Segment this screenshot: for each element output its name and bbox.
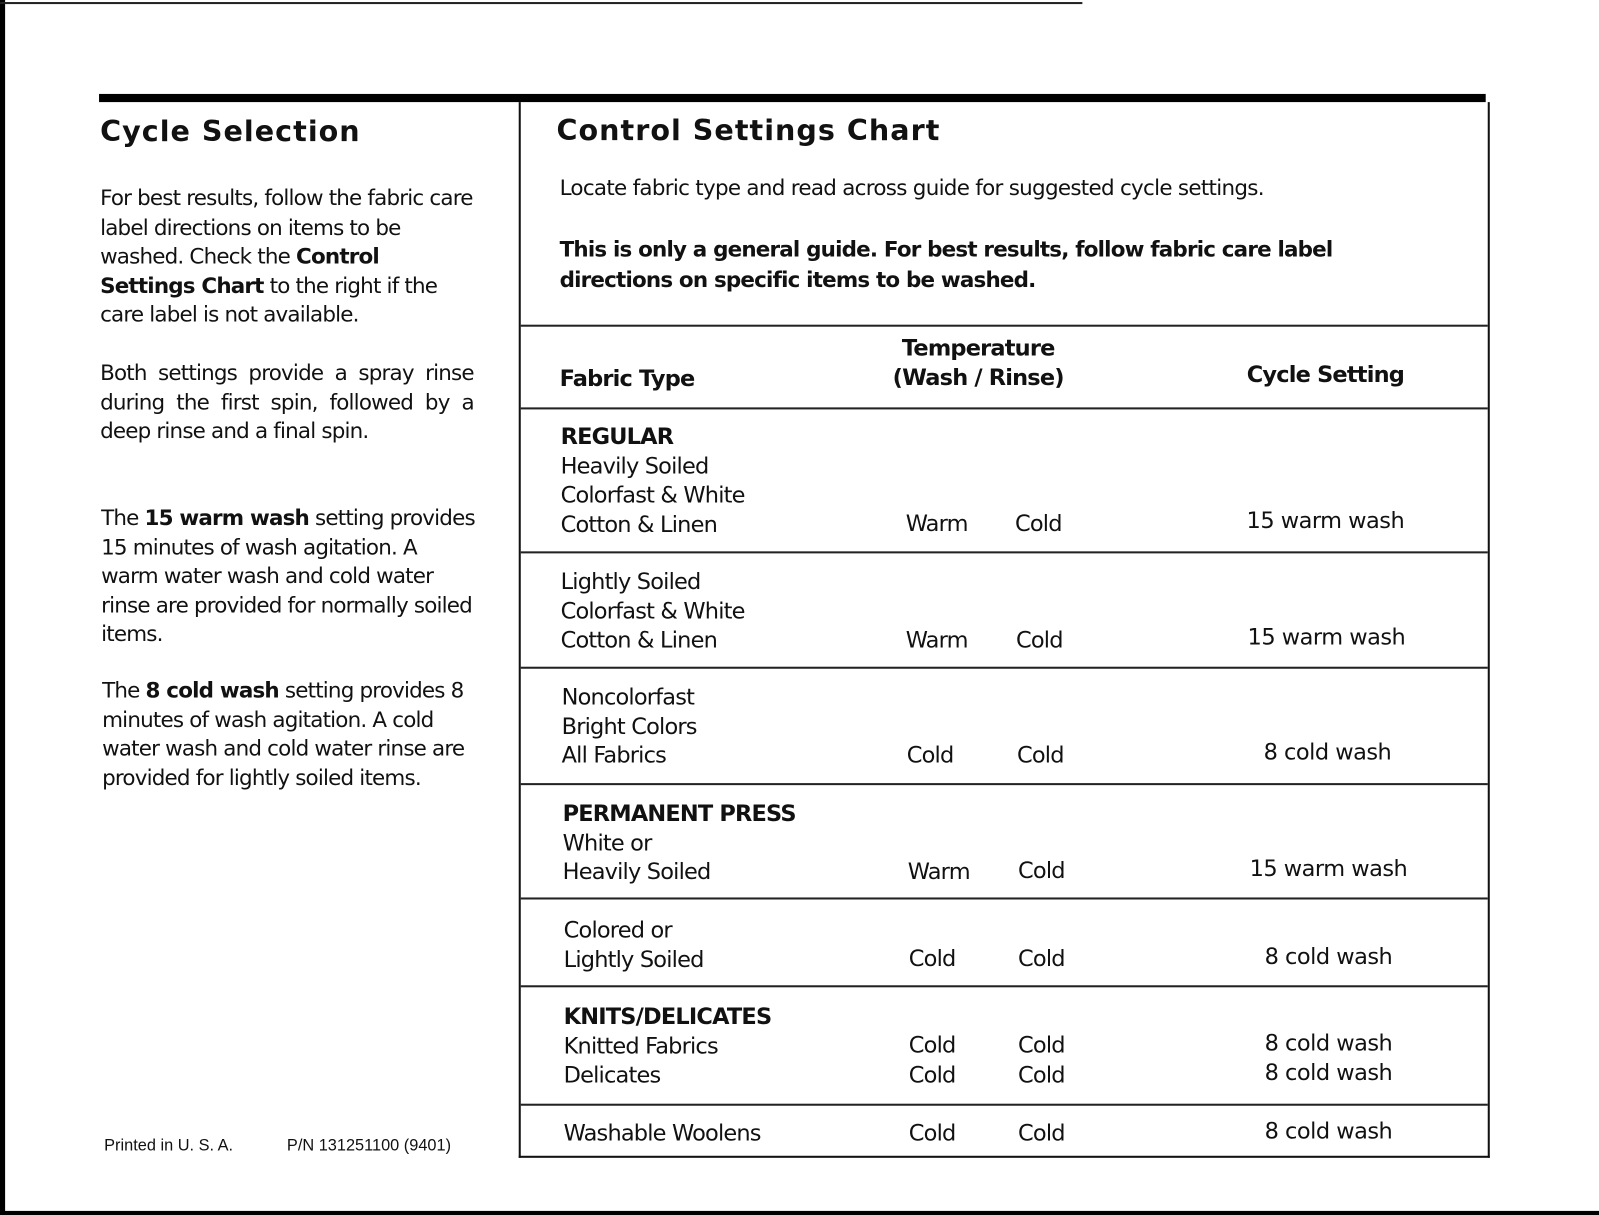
- text-bold: 8 cold wash: [145, 677, 279, 703]
- rinse-temp: Cold: [1018, 1062, 1065, 1089]
- divider: [521, 1104, 1488, 1106]
- cycle-setting: 8 cold wash: [1264, 1031, 1393, 1057]
- wash-temp: Cold: [908, 1062, 956, 1089]
- footer-part-number: P/N 131251100 (9401): [286, 1137, 452, 1155]
- fabric-line: Delicates: [563, 1062, 661, 1089]
- fabric-line: All Fabrics: [561, 743, 667, 769]
- wash-temp: Warm: [905, 627, 968, 654]
- footer-printed: Printed in U. S. A.: [104, 1137, 234, 1155]
- fabric-line: Washable Woolens: [563, 1121, 761, 1147]
- cycle-setting: 8 cold wash: [1263, 740, 1392, 766]
- cycle-setting: 15 warm wash: [1249, 856, 1408, 883]
- chart-title: Control Settings Chart: [556, 113, 941, 148]
- fabric-line: Cotton & Linen: [560, 627, 718, 654]
- rinse-temp: Cold: [1015, 627, 1063, 654]
- text: to the right if the care label is not available.: [100, 273, 438, 327]
- fabric-row: [562, 684, 697, 771]
- fabric-line: Colored or: [563, 917, 672, 944]
- text: The: [101, 505, 145, 530]
- text: For best results, follow the fabric care label directions on items to be washed. Check the: [100, 185, 473, 269]
- fabric-row: [564, 1004, 772, 1091]
- fabric-row: [561, 424, 745, 540]
- text-bold: 15 warm wash: [144, 505, 310, 530]
- rinse-temp: Cold: [1017, 743, 1064, 769]
- fabric-line: Colorfast & White: [560, 482, 745, 509]
- divider: [521, 325, 1488, 327]
- header-temperature: Temperature: [901, 335, 1055, 362]
- fabric-row: [564, 1120, 761, 1149]
- fabric-line: Heavily Soiled: [562, 859, 711, 886]
- category-label: KNITS/DELICATES: [563, 1004, 772, 1031]
- rinse-temp: Cold: [1018, 1121, 1065, 1147]
- header-rule: [99, 94, 1486, 102]
- text: setting provides 8 minutes of wash agitation. A cold water wash and cold water rinse are provided for lightly soiled items.: [102, 677, 465, 790]
- divider: [521, 407, 1488, 409]
- header-cycle-setting: Cycle Setting: [1246, 362, 1405, 388]
- scan-edge-left: [0, 0, 5, 1215]
- divider: [521, 985, 1488, 987]
- fabric-line: Colorfast & White: [560, 598, 745, 625]
- paragraph-15-warm: [101, 503, 475, 648]
- scan-edge-bottom: [0, 1211, 1599, 1215]
- cycle-setting: 8 cold wash: [1264, 944, 1393, 970]
- rinse-temp: Cold: [1018, 1033, 1065, 1059]
- header-fabric-type: Fabric Type: [559, 366, 695, 393]
- fabric-row: [564, 917, 704, 975]
- paragraph-care-label: [100, 184, 474, 329]
- fabric-line: Noncolorfast: [561, 685, 695, 711]
- chart-note: This is only a general guide. For best results, follow fabric care label directions on specific items to be washed.: [559, 236, 1333, 293]
- divider: [521, 783, 1488, 785]
- fabric-row: [563, 800, 796, 887]
- divider: [521, 897, 1488, 899]
- category-label: PERMANENT PRESS: [562, 801, 796, 828]
- cycle-setting: 15 warm wash: [1247, 624, 1406, 651]
- fabric-line: Knitted Fabrics: [563, 1033, 718, 1060]
- category-label: REGULAR: [560, 424, 674, 451]
- wash-temp: Cold: [908, 1033, 956, 1059]
- text: setting provides 15 minutes of wash agitation. A warm water wash and cold water rinse are provided for normally soiled items.: [101, 505, 475, 647]
- rinse-temp: Cold: [1014, 511, 1062, 538]
- fabric-line: White or: [562, 830, 652, 857]
- wash-temp: Cold: [908, 1121, 956, 1147]
- paragraph-spray-rinse: Both settings provide a spray rinse during the first spin, followed by a deep rinse and a final spin.: [100, 360, 474, 444]
- cycle-setting: 8 cold wash: [1264, 1119, 1393, 1145]
- divider: [521, 551, 1488, 553]
- fabric-line: Lightly Soiled: [560, 569, 701, 596]
- wash-temp: Warm: [905, 511, 968, 538]
- fabric-line: Cotton & Linen: [560, 512, 718, 538]
- fabric-line: Heavily Soiled: [560, 453, 709, 480]
- cycle-setting: 15 warm wash: [1246, 508, 1405, 534]
- rinse-temp: Cold: [1018, 946, 1065, 972]
- wash-temp: Warm: [907, 859, 970, 886]
- paragraph-8-cold: [102, 676, 476, 792]
- fabric-line: Bright Colors: [561, 714, 697, 740]
- cycle-selection-title: Cycle Selection: [100, 114, 361, 149]
- text-bold: Control Settings Chart: [100, 244, 379, 298]
- fabric-row: [561, 569, 745, 656]
- rinse-temp: Cold: [1018, 858, 1065, 885]
- scan-edge-top: [0, 2, 1082, 4]
- divider: [521, 667, 1488, 669]
- fabric-line: Lightly Soiled: [563, 946, 704, 973]
- text: The: [102, 677, 146, 703]
- header-wash-rinse: (Wash / Rinse): [892, 365, 1064, 392]
- cycle-setting: 8 cold wash: [1264, 1060, 1393, 1087]
- wash-temp: Cold: [906, 743, 954, 769]
- wash-temp: Cold: [908, 946, 956, 972]
- chart-intro: Locate fabric type and read across guide for suggested cycle settings.: [559, 175, 1264, 201]
